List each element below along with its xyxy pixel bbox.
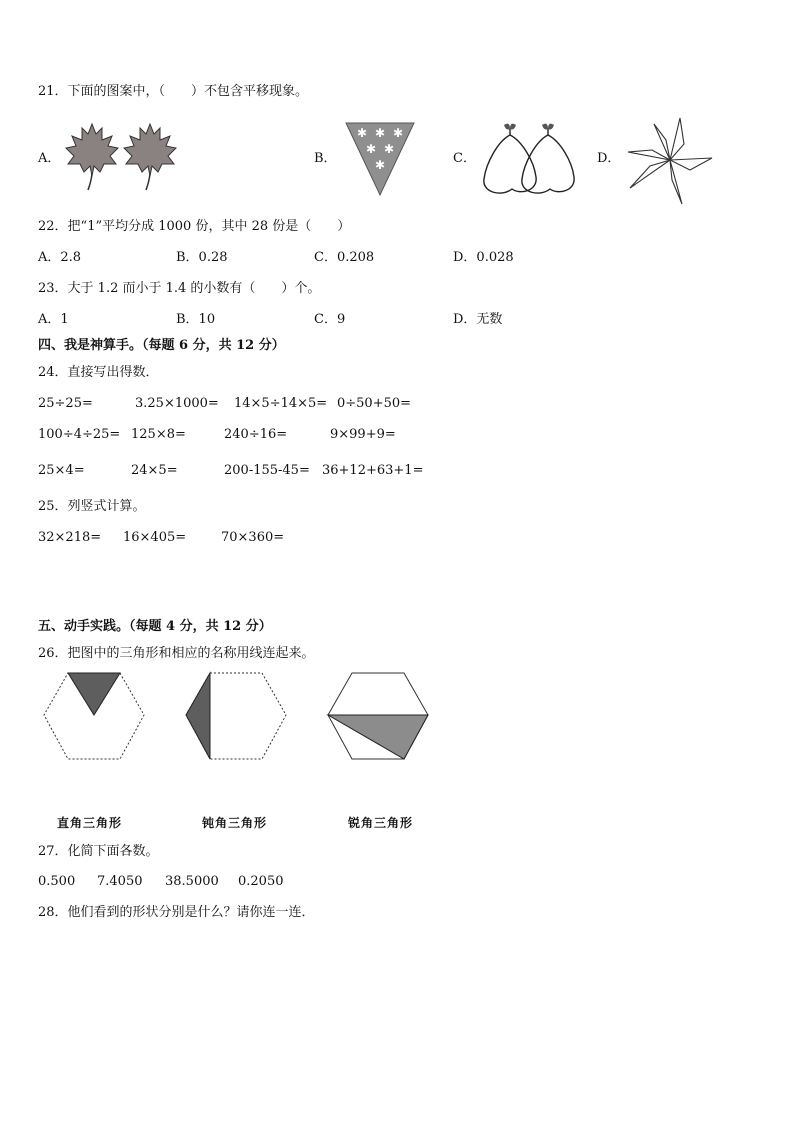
q21-option-b[interactable]: B． xyxy=(314,151,337,166)
q21-stem: 21．下面的图案中，（ ）不包含平移现象。 xyxy=(38,84,309,99)
calc-item: 24×5= xyxy=(131,463,178,478)
svg-text:✱: ✱ xyxy=(374,126,386,140)
snowflake-triangle-icon xyxy=(344,121,416,197)
svg-text:✱: ✱ xyxy=(365,142,377,156)
svg-text:✱: ✱ xyxy=(392,126,404,140)
q23-option-b[interactable]: B．10 xyxy=(176,312,216,327)
q22-option-c[interactable]: C．0.208 xyxy=(314,250,375,265)
q23-option-d[interactable]: D．无数 xyxy=(453,312,503,327)
calc-item: 100÷4÷25= xyxy=(38,427,121,442)
q21-option-c[interactable]: C． xyxy=(453,151,476,166)
calc-item: 0÷50+50= xyxy=(337,396,412,411)
triangle-label-obtuse[interactable]: 钝角三角形 xyxy=(202,816,268,830)
q21-option-d[interactable]: D． xyxy=(597,151,621,166)
svg-text:✱: ✱ xyxy=(374,158,386,172)
simplify-item: 0.2050 xyxy=(238,874,284,889)
vertical-calc-item: 32×218= xyxy=(38,530,102,545)
calc-item: 14×5÷14×5= xyxy=(234,396,328,411)
simplify-item: 0.500 xyxy=(38,874,76,889)
q23-stem: 23．大于 1.2 而小于 1.4 的小数有（ ）个。 xyxy=(38,281,321,296)
q26-stem: 26．把图中的三角形和相应的名称用线连起来。 xyxy=(38,646,315,661)
q23-option-a[interactable]: A．1 xyxy=(38,312,69,327)
calc-item: 240÷16= xyxy=(224,427,288,442)
calc-item: 200-155-45= xyxy=(224,463,310,478)
vertical-calc-item: 16×405= xyxy=(123,530,187,545)
calc-item: 25×4= xyxy=(38,463,85,478)
q28-stem: 28．他们看到的形状分别是什么？请你连一连． xyxy=(38,905,315,920)
hexagon-figure-1 xyxy=(42,671,146,761)
q22-option-d[interactable]: D．0.028 xyxy=(453,250,514,265)
q22-option-a[interactable]: A．2.8 xyxy=(38,250,82,265)
q25-stem: 25．列竖式计算。 xyxy=(38,499,146,514)
q24-stem: 24．直接写出得数． xyxy=(38,365,159,380)
section4-title: 四、我是神算手。（每题 6 分，共 12 分） xyxy=(38,338,285,353)
calc-item: 9×99+9= xyxy=(330,427,396,442)
simplify-item: 38.5000 xyxy=(165,874,219,889)
vertical-calc-item: 70×360= xyxy=(221,530,285,545)
pinwheel-icon xyxy=(624,114,716,206)
simplify-item: 7.4050 xyxy=(97,874,143,889)
triangle-label-acute[interactable]: 锐角三角形 xyxy=(348,816,414,830)
calc-item: 3.25×1000= xyxy=(135,396,219,411)
q22-stem: 22．把“1”平均分成 1000 份，其中 28 份是（ ） xyxy=(38,219,351,234)
section5-title: 五、动手实践。（每题 4 分，共 12 分） xyxy=(38,619,272,634)
q27-stem: 27．化简下面各数。 xyxy=(38,844,159,859)
calc-item: 25÷25= xyxy=(38,396,93,411)
hexagon-figure-2 xyxy=(184,671,288,761)
q23-option-c[interactable]: C．9 xyxy=(314,312,346,327)
hexagon-figure-3 xyxy=(326,671,430,761)
triangle-label-right[interactable]: 直角三角形 xyxy=(57,816,123,830)
svg-text:✱: ✱ xyxy=(356,126,368,140)
q21-option-a[interactable]: A． xyxy=(38,151,61,166)
pear-pair-icon xyxy=(480,119,580,197)
calc-item: 36+12+63+1= xyxy=(322,463,424,478)
q22-option-b[interactable]: B．0.28 xyxy=(176,250,228,265)
calc-item: 125×8= xyxy=(131,427,186,442)
svg-text:✱: ✱ xyxy=(383,142,395,156)
maple-leaves-icon xyxy=(62,120,180,194)
